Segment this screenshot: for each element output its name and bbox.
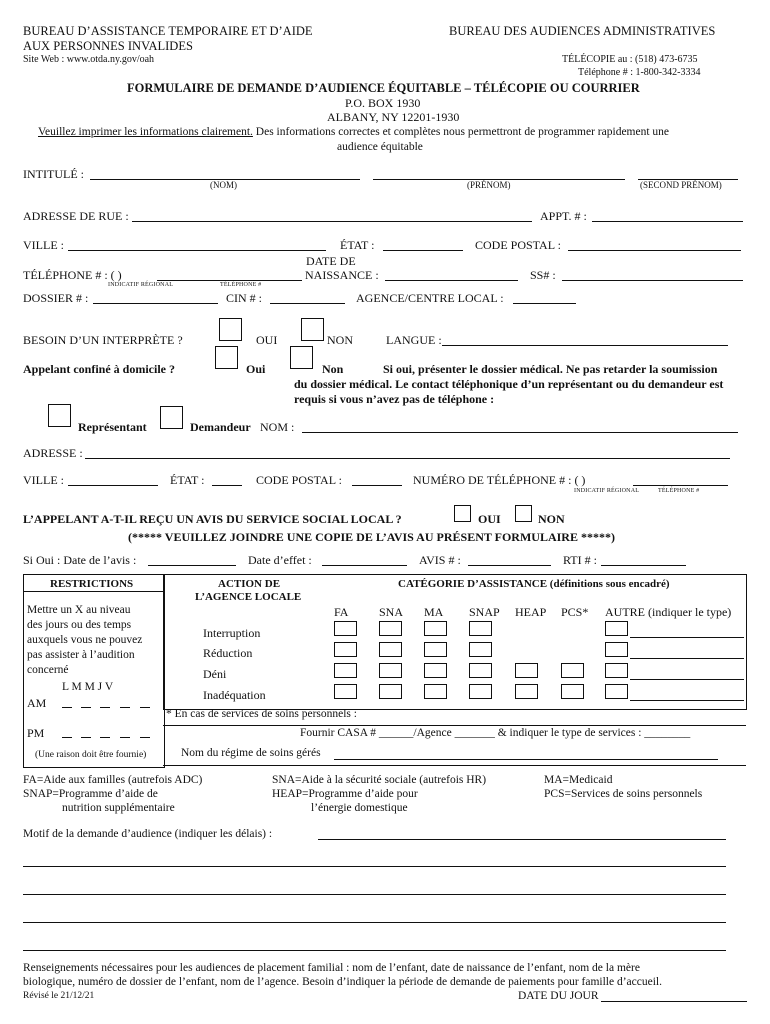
rep-area-code-caption: INDICATIF RÉGIONAL (574, 488, 640, 494)
other-type-line-4[interactable] (630, 700, 744, 701)
action-inadequacy: Inadéquation (203, 688, 266, 702)
website: Site Web : www.otda.ny.gov/oah (23, 54, 155, 65)
col-other: AUTRE (indiquer le type) (605, 605, 732, 619)
table-bottom-border (163, 765, 746, 766)
cb-denial-heap[interactable] (515, 663, 538, 678)
weekday-header: L M M J V (62, 681, 114, 693)
rep-name-line[interactable] (302, 432, 738, 433)
agency-name-line1: BUREAU D’ASSISTANCE TEMPORAIRE ET D’AIDE (23, 24, 313, 38)
am-monday[interactable] (62, 707, 72, 708)
cb-reduction-sna[interactable] (379, 642, 402, 657)
rep-address-line[interactable] (85, 458, 730, 459)
zip-label: CODE POSTAL : (475, 238, 561, 252)
po-box: P.O. BOX 1930 (345, 96, 421, 110)
rep-name-label: NOM : (260, 420, 295, 434)
notice-no-checkbox[interactable] (515, 505, 532, 522)
phone-number: Téléphone # : 1-800-342-3334 (578, 67, 701, 78)
cb-denial-fa[interactable] (334, 663, 357, 678)
pm-monday[interactable] (62, 737, 72, 738)
zip-line[interactable] (568, 250, 741, 251)
cb-denial-pcs[interactable] (561, 663, 584, 678)
notice-date-label: Si Oui : Date de l’avis : (23, 553, 137, 567)
rti-line[interactable] (601, 565, 686, 566)
medical-note-line2: du dossier médical. Le contact téléphonique d’un représentant ou du demandeur est (294, 377, 724, 391)
action-denial: Déni (203, 667, 227, 681)
reason-required-note: (Une raison doit être fournie) (35, 750, 147, 760)
am-thursday[interactable] (120, 707, 130, 708)
phone-number-caption: TÉLÉPHONE # (220, 282, 262, 288)
cb-denial-snap[interactable] (469, 663, 492, 678)
instructions-underlined: Veuillez imprimer les informations clairement. (38, 126, 253, 138)
pm-label: PM (27, 726, 45, 740)
street-address-label: ADRESSE DE RUE : (23, 209, 129, 223)
nom-caption: (NOM) (210, 180, 237, 190)
restrictions-header: RESTRICTIONS (50, 578, 134, 590)
rep-phone-label: NUMÉRO DE TÉLÉPHONE # : ( ) (413, 473, 586, 487)
case-number-label: DOSSIER # : (23, 291, 89, 305)
restrictions-header-divider (23, 591, 164, 592)
def-heap-line2: l’énergie domestique (311, 802, 408, 814)
homebound-question: Appelant confiné à domicile ? (23, 362, 175, 376)
rep-city-label: VILLE : (23, 473, 64, 487)
cb-interruption-ma[interactable] (424, 621, 447, 636)
other-type-line-1[interactable] (630, 637, 744, 638)
reason-line-2[interactable] (23, 866, 726, 867)
pm-friday[interactable] (140, 737, 150, 738)
prenom-caption: (PRÉNOM) (467, 180, 511, 190)
notice-question: L’APPELANT A-T-IL REÇU UN AVIS DU SERVICE SOCIAL LOCAL ? (23, 512, 402, 526)
am-tuesday[interactable] (81, 707, 91, 708)
language-label: LANGUE : (386, 333, 442, 347)
rep-zip-line[interactable] (352, 485, 402, 486)
interpreter-yes-checkbox[interactable] (219, 318, 242, 341)
intitule-label: INTITULÉ : (23, 167, 84, 181)
city-label: VILLE : (23, 238, 64, 252)
today-date-line[interactable] (601, 1001, 747, 1002)
agency-label: AGENCE/CENTRE LOCAL : (356, 291, 504, 305)
agency-line[interactable] (513, 303, 576, 304)
city-address: ALBANY, NY 12201-1930 (327, 110, 460, 124)
birth-date-label: NAISSANCE : (305, 268, 379, 282)
def-heap-line1: HEAP=Programme d’aide pour (272, 788, 418, 800)
managed-care-label: Nom du régime de soins gérés (181, 747, 321, 759)
representative-checkbox[interactable] (48, 404, 71, 427)
rep-state-line[interactable] (212, 485, 242, 486)
def-fa: FA=Aide aux familles (autrefois ADC) (23, 774, 203, 786)
restrictions-line1: Mettre un X au niveau (27, 604, 131, 616)
phone-label: TÉLÉPHONE # : ( ) (23, 268, 122, 282)
rep-zip-label: CODE POSTAL : (256, 473, 342, 487)
pm-thursday[interactable] (120, 737, 130, 738)
rti-label: RTI # : (563, 553, 597, 567)
birth-date-line[interactable] (385, 280, 518, 281)
city-line[interactable] (68, 250, 326, 251)
today-date-label: DATE DU JOUR (518, 990, 599, 1002)
def-snap-line2: nutrition supplémentaire (62, 802, 175, 814)
def-sna: SNA=Aide à la sécurité sociale (autrefois HR) (272, 774, 487, 786)
other-type-line-2[interactable] (630, 658, 744, 659)
cb-inadequacy-other[interactable] (605, 684, 628, 699)
action-reduction: Réduction (203, 646, 253, 660)
notice-yes-checkbox[interactable] (454, 505, 471, 522)
restrictions-line5: concerné (27, 664, 69, 676)
action-interruption: Interruption (203, 626, 261, 640)
cb-interruption-sna[interactable] (379, 621, 402, 636)
cb-reduction-other[interactable] (605, 642, 628, 657)
instructions-rest: Des informations correctes et complètes nous permettront de programmer rapidement une (252, 126, 670, 138)
cb-inadequacy-sna[interactable] (379, 684, 402, 699)
cb-denial-other[interactable] (605, 663, 628, 678)
cin-line[interactable] (270, 303, 345, 304)
homebound-no-checkbox[interactable] (290, 346, 313, 369)
cb-reduction-ma[interactable] (424, 642, 447, 657)
appt-label: APPT. # : (540, 209, 587, 223)
notice-yes-label: OUI (478, 512, 501, 526)
cb-reduction-snap[interactable] (469, 642, 492, 657)
category-header: CATÉGORIE D’ASSISTANCE (définitions sous encadré) (398, 578, 670, 590)
col-heap: HEAP (515, 605, 547, 619)
form-title: FORMULAIRE DE DEMANDE D’AUDIENCE ÉQUITABLE – TÉLÉCOPIE OU COURRIER (127, 81, 640, 95)
pm-wednesday[interactable] (100, 737, 110, 738)
area-code-caption: INDICATIF RÉGIONAL (108, 282, 174, 288)
effective-date-line[interactable] (322, 565, 407, 566)
appt-line[interactable] (592, 221, 743, 222)
attach-notice-instruction: (***** VEUILLEZ JOINDRE UNE COPIE DE L’AVIS AU PRÉSENT FORMULAIRE *****) (128, 530, 615, 544)
homebound-yes-checkbox[interactable] (215, 346, 238, 369)
birth-date-label-top: DATE DE (306, 254, 356, 268)
language-line[interactable] (442, 345, 728, 346)
interpreter-no-label: NON (327, 333, 353, 347)
interpreter-yes-label: OUI (256, 333, 278, 347)
am-label: AM (27, 696, 47, 710)
pm-tuesday[interactable] (81, 737, 91, 738)
notice-number-line[interactable] (468, 565, 551, 566)
casa-instruction: Fournir CASA # ______/Agence _______ & indiquer le type de services : ________ (300, 727, 691, 739)
def-snap-line1: SNAP=Programme d’aide de (23, 788, 158, 800)
medical-note-line3: requis si vous n’avez pas de téléphone : (294, 392, 495, 406)
rep-state-label: ÉTAT : (170, 473, 205, 487)
reason-line-5[interactable] (23, 950, 726, 951)
col-sna: SNA (379, 605, 404, 619)
ssn-line[interactable] (562, 280, 743, 281)
agency-name-line2: AUX PERSONNES INVALIDES (23, 39, 193, 53)
ssn-label: SS# : (530, 268, 556, 282)
cb-inadequacy-pcs[interactable] (561, 684, 584, 699)
fax-number: TÉLÉCOPIE au : (518) 473-6735 (562, 54, 698, 65)
state-label: ÉTAT : (340, 238, 375, 252)
notice-date-line[interactable] (148, 565, 236, 566)
notice-no-label: NON (538, 512, 565, 526)
cb-denial-ma[interactable] (424, 663, 447, 678)
col-ma: MA (424, 605, 444, 619)
restrictions-line4: pas assister à l’audition (27, 649, 135, 661)
def-pcs: PCS=Services de soins personnels (544, 788, 703, 800)
reason-line-3[interactable] (23, 894, 726, 895)
rep-city-line[interactable] (68, 485, 158, 486)
cb-inadequacy-heap[interactable] (515, 684, 538, 699)
representative-label: Représentant (78, 420, 147, 434)
rep-phone-caption: TÉLÉPHONE # (658, 488, 700, 494)
instructions (38, 127, 669, 139)
applicant-label: Demandeur (190, 420, 251, 434)
homebound-no-label: Non (322, 362, 344, 376)
cb-interruption-other[interactable] (605, 621, 628, 636)
effective-date-label: Date d’effet : (248, 553, 312, 567)
rep-phone-line[interactable] (633, 485, 728, 486)
col-pcs: PCS* (561, 605, 589, 619)
reason-line-1[interactable] (318, 839, 726, 840)
restrictions-line3: auxquels vous ne pouvez (27, 634, 143, 646)
managed-care-line[interactable] (334, 759, 718, 760)
action-header-line2: L’AGENCE LOCALE (195, 591, 302, 603)
pcs-divider (163, 725, 746, 726)
state-line[interactable] (383, 250, 463, 251)
applicant-checkbox[interactable] (160, 406, 183, 429)
cin-label: CIN # : (226, 291, 262, 305)
cb-inadequacy-fa[interactable] (334, 684, 357, 699)
second-prenom-caption: (SECOND PRÉNOM) (640, 180, 722, 190)
office-title: BUREAU DES AUDIENCES ADMINISTRATIVES (449, 24, 716, 38)
am-friday[interactable] (140, 707, 150, 708)
notice-number-label: AVIS # : (419, 553, 461, 567)
cb-reduction-fa[interactable] (334, 642, 357, 657)
case-number-line[interactable] (93, 303, 218, 304)
cb-inadequacy-snap[interactable] (469, 684, 492, 699)
cb-interruption-snap[interactable] (469, 621, 492, 636)
phone-line[interactable] (157, 280, 302, 281)
reason-line-4[interactable] (23, 922, 726, 923)
am-wednesday[interactable] (100, 707, 110, 708)
street-address-line[interactable] (132, 221, 532, 222)
action-header-line1: ACTION DE (218, 578, 281, 590)
other-type-line-3[interactable] (630, 679, 744, 680)
cb-inadequacy-ma[interactable] (424, 684, 447, 699)
interpreter-no-checkbox[interactable] (301, 318, 324, 341)
def-ma: MA=Medicaid (544, 774, 613, 786)
foster-care-note-line2: biologique, numéro de dossier de l’enfant, nom de l’agence. Besoin d’indiquer la période de demande de paiements pour famille d’accueil. (23, 976, 662, 988)
rep-address-label: ADRESSE : (23, 446, 83, 460)
pcs-note: * En cas de services de soins personnels : (166, 708, 357, 720)
restrictions-line2: des jours ou des temps (27, 619, 132, 631)
interpreter-question: BESOIN D’UN INTERPRÈTE ? (23, 333, 183, 347)
medical-note-line1: Si oui, présenter le dossier médical. Ne pas retarder la soumission (383, 362, 718, 376)
cb-denial-sna[interactable] (379, 663, 402, 678)
instructions-line2: audience équitable (337, 141, 423, 153)
revision-date: Révisé le 21/12/21 (23, 991, 95, 1001)
col-fa: FA (334, 605, 349, 619)
homebound-yes-label: Oui (246, 362, 266, 376)
foster-care-note-line1: Renseignements nécessaires pour les audiences de placement familial : nom de l’enfant, date de naissance de l’enfant, nom de la mère (23, 962, 640, 974)
reason-label: Motif de la demande d’audience (indiquer les délais) : (23, 828, 273, 840)
cb-interruption-fa[interactable] (334, 621, 357, 636)
col-snap: SNAP (469, 605, 500, 619)
